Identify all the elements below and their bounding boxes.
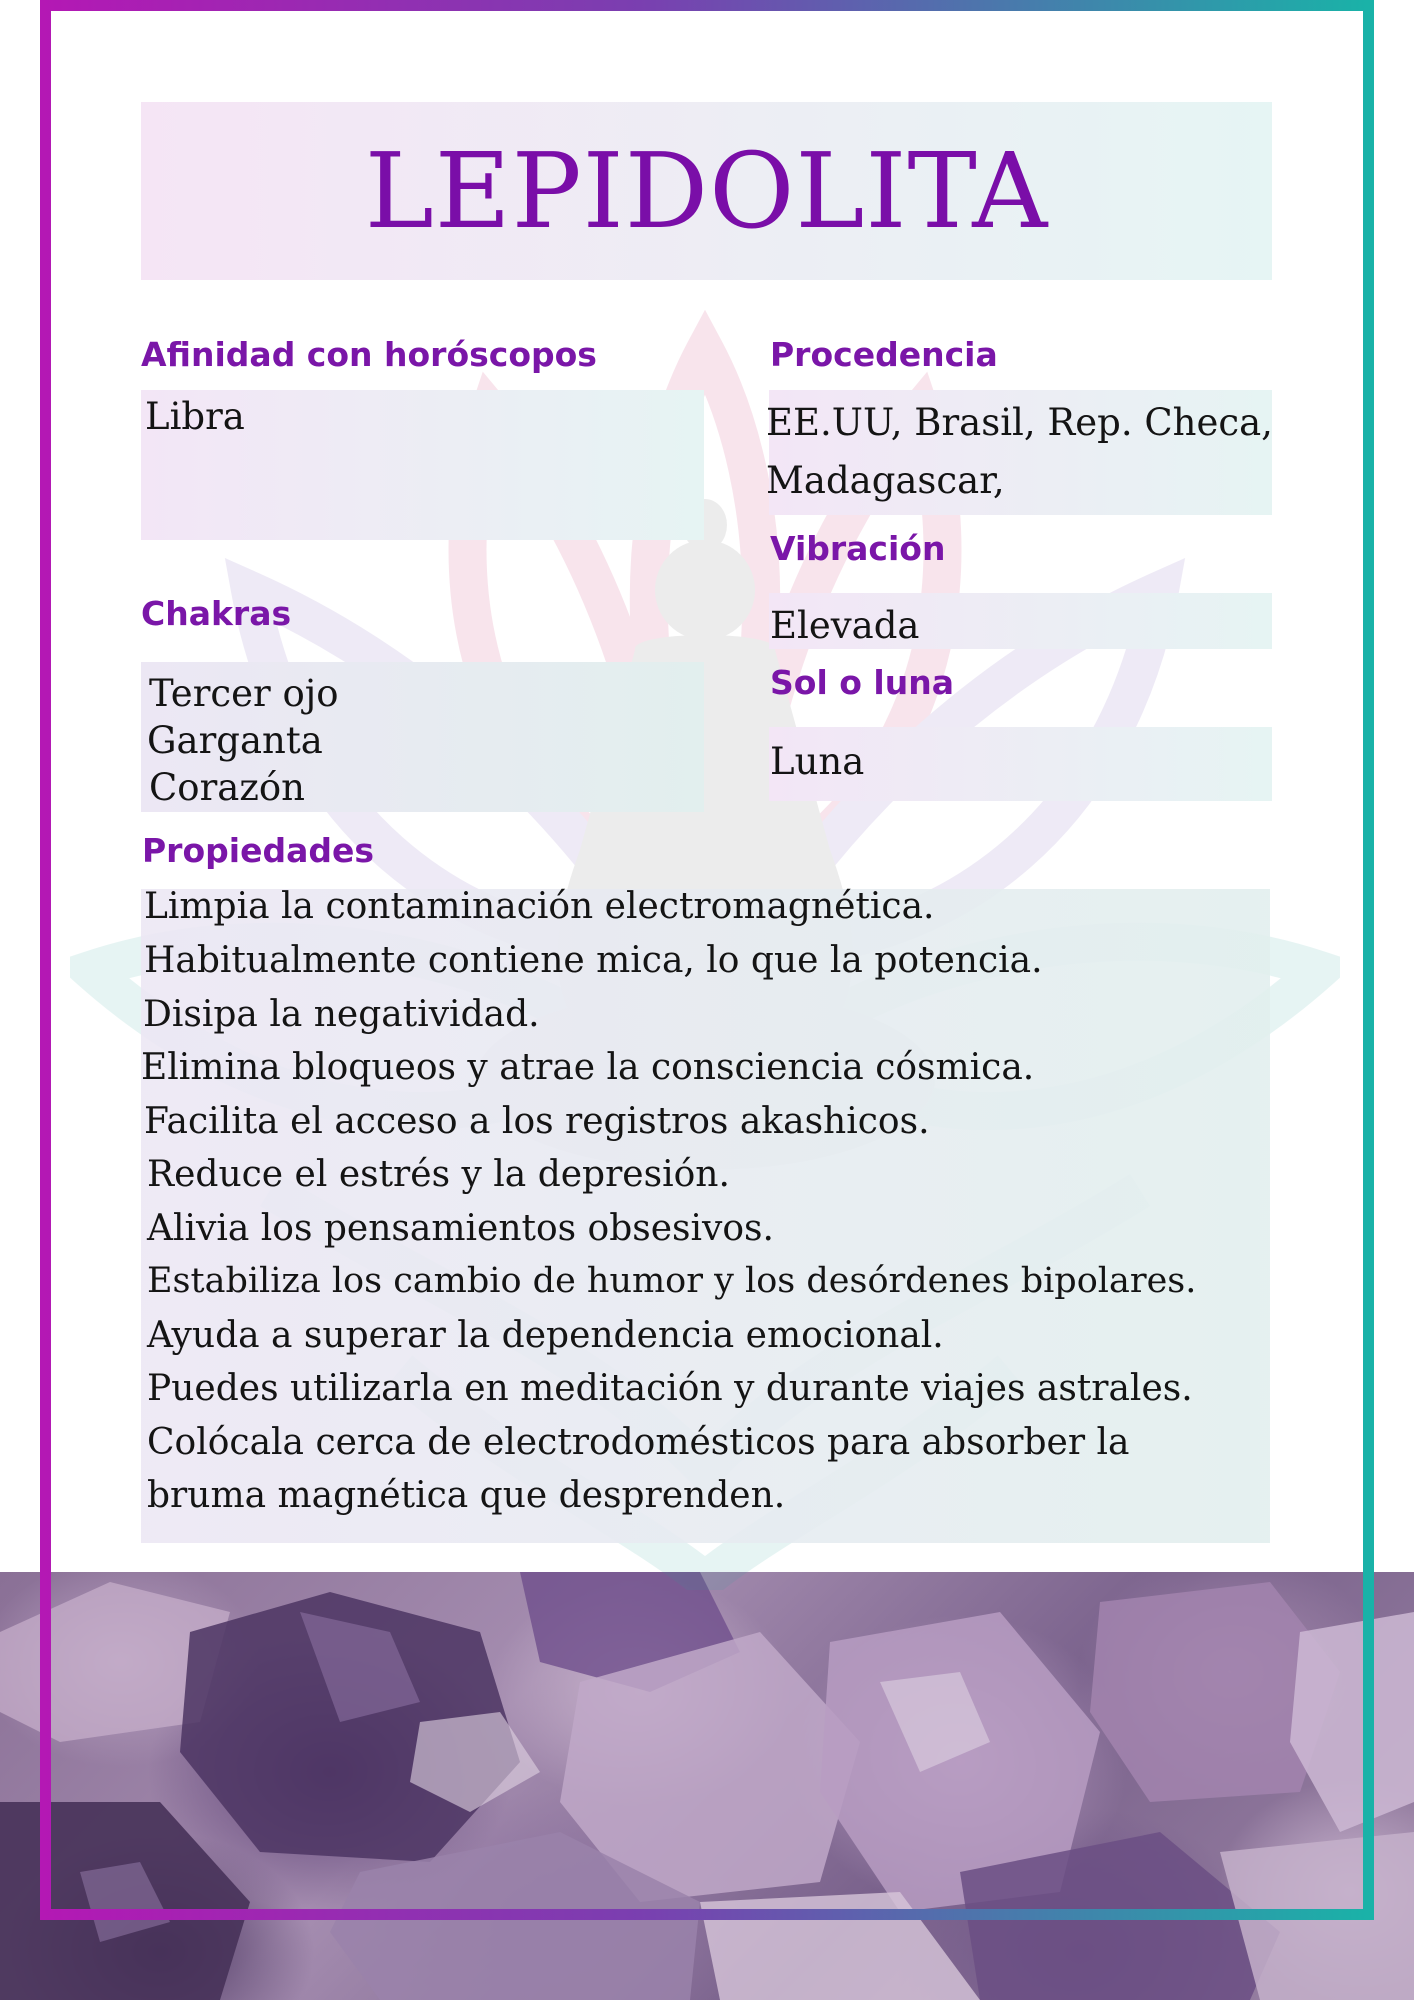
sun-moon-value: Luna — [770, 740, 865, 783]
property-item: Reduce el estrés y la depresión. — [147, 1154, 730, 1195]
property-item: Disipa la negatividad. — [143, 994, 540, 1035]
origin-line: EE.UU, Brasil, Rep. Checa, — [766, 401, 1273, 444]
title-banner — [141, 102, 1272, 280]
property-item: Estabiliza los cambio de humor y los desórdenes bipolares. — [147, 1261, 1197, 1301]
page-title: LEPIDOLITA — [364, 130, 1049, 252]
vibration-label: Vibración — [770, 529, 946, 568]
property-item: Ayuda a superar la dependencia emocional. — [147, 1315, 944, 1356]
property-item: Colócala cerca de electrodomésticos para absorber la — [147, 1422, 1130, 1463]
chakras-label: Chakras — [141, 594, 292, 633]
origin-line: Madagascar, — [766, 459, 1005, 502]
property-item: bruma magnética que desprenden. — [147, 1475, 786, 1516]
origin-label: Procedencia — [770, 335, 998, 374]
chakra-item: Garganta — [147, 719, 323, 762]
horoscope-label: Afinidad con horóscopos — [141, 335, 597, 374]
property-item: Puedes utilizarla en meditación y durante viajes astrales. — [147, 1368, 1193, 1409]
chakra-item: Corazón — [149, 766, 305, 809]
horoscope-value: Libra — [145, 395, 245, 438]
property-item: Facilita el acceso a los registros akashicos. — [144, 1101, 930, 1142]
vibration-value: Elevada — [770, 604, 920, 647]
sun-moon-label: Sol o luna — [770, 663, 954, 702]
properties-label: Propiedades — [142, 831, 374, 870]
chakra-item: Tercer ojo — [149, 672, 339, 715]
property-item: Elimina bloqueos y atrae la consciencia cósmica. — [141, 1047, 1035, 1088]
origin-value — [766, 394, 1276, 510]
property-item: Limpia la contaminación electromagnética. — [144, 886, 935, 927]
property-item: Alivia los pensamientos obsesivos. — [147, 1208, 774, 1249]
property-item: Habitualmente contiene mica, lo que la potencia. — [144, 940, 1043, 981]
